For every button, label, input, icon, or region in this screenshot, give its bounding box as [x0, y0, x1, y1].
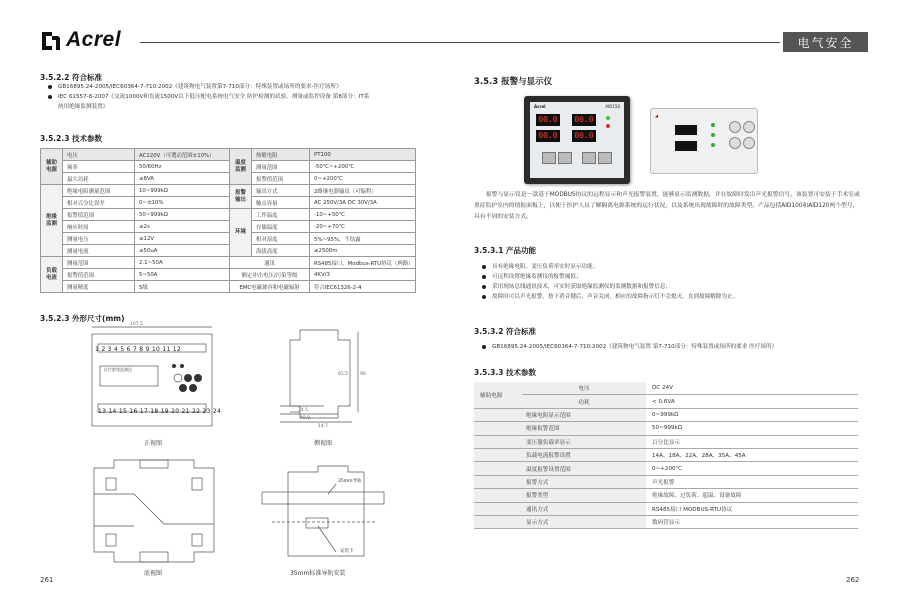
brand-name: Acrel: [66, 28, 122, 51]
brand-logo: [40, 28, 121, 52]
table-row: 辅助电源 电压 AC220V（可選动范围±10%） 温度监测 热敏电阻 PT100: [41, 149, 416, 161]
table-row: 报警值范围 50~999kΩ 环境 工作温度 -10~+50℃: [41, 209, 416, 221]
table-row: 响应时间 ≤2s 存储温度 -20~+70℃: [41, 221, 416, 233]
product-photo-aid150: [524, 96, 630, 184]
panel-button: [558, 152, 572, 164]
table-row: 测量电流 ≤50uA 海拔高度 ≤2500m: [41, 245, 416, 257]
standards-list: [48, 82, 443, 112]
table-row: 通讯方式 RS485接口 MODBUS-RTU协议: [474, 502, 858, 515]
rail-label: 35mm导轨: [338, 479, 362, 484]
group-load-current: 负载电流: [41, 257, 63, 293]
list-item: 具有绝缘电阻、变压负荷率实时显示功能；: [482, 262, 862, 272]
caption-side: 侧视图: [314, 440, 333, 447]
heading-3532: 3.5.3.2 符合标准: [474, 327, 537, 336]
list-item: IEC 61557-8-2007《交流1000V和直流1500V以下低压配电系统电气安全 防护检测的试验、测量或监控设备 第8部分：IT系: [48, 92, 443, 102]
right-standards-list: [482, 342, 862, 352]
page-number-right: 262: [846, 576, 860, 584]
display-window: [675, 141, 697, 151]
aux-power-label: 辅助电源: [474, 382, 522, 408]
front-view-drawing: [84, 322, 224, 434]
display-a: 00.0: [536, 114, 560, 126]
table-row: 负载电流 测量范围 2.1~50A 通讯 RS485接口，Modbus-RTU协议（两路）: [41, 257, 416, 269]
group-alarm-output: 报警输出: [230, 185, 252, 209]
display-c: 00.0: [536, 130, 560, 142]
heading-dimensions: 3.5.2.3 外形尺寸(mm): [40, 314, 125, 323]
rail-mount-drawing: [258, 462, 388, 562]
dim-d2: 49.8: [300, 416, 311, 421]
acrel-logo-icon: [40, 30, 62, 50]
group-environment: 环境: [230, 209, 252, 257]
terminal-labels-top: 1 2 3 4 5 6 7 8 9 10 11 12: [95, 346, 182, 353]
table-row: 报警类型 绝缘故障、过负荷、超温、设备故障: [474, 489, 858, 502]
display-b: 00.0: [572, 114, 596, 126]
heading-3523: 3.5.2.3 技术参数: [40, 134, 103, 143]
caption-front: 正视图: [144, 440, 163, 447]
table-row: 绝缘电阻显示范围 0~999kΩ: [474, 408, 858, 421]
panel-button: [729, 137, 741, 149]
status-led-icon: [606, 116, 610, 120]
section-tag: 电气安全: [783, 32, 868, 52]
status-led-icon: [711, 123, 715, 127]
list-item: 统用绝缘监测装置》: [58, 104, 109, 110]
table-row: 最大功耗 ≤8VA 报警值范围 0~+200℃: [41, 173, 416, 185]
table-row: 变压器负载率显示 百分比显示: [474, 435, 858, 448]
product-photo-aid120: ◢: [650, 108, 758, 174]
list-item: GB16895.24-2005/IEC60364-7-710:2002《建筑物电气装置第7-710部分：特殊装置或场所的要求-医疗场所》: [48, 82, 443, 92]
table-row: 报警方式 声光报警: [474, 475, 858, 488]
panel-button: [542, 152, 556, 164]
table-row: 温度报警设置范围 0~+200℃: [474, 462, 858, 475]
group-temp: 温度监测: [230, 149, 252, 185]
panel-button: [598, 152, 612, 164]
header-rule: [140, 42, 780, 43]
panel-model: AID150: [605, 104, 620, 109]
caption-bottom: 底视图: [144, 570, 163, 577]
heading-353: 3.5.3 报警与显示仪: [474, 77, 553, 87]
dim-width: 107.5: [130, 322, 143, 327]
status-led-icon: [606, 124, 610, 128]
list-item: 采用现场总线通讯技术，可实时获取绝缘监测仪的监测数据和报警信息；: [482, 282, 862, 292]
side-view-drawing: [276, 326, 386, 430]
dim-d1: 34.5: [298, 408, 309, 413]
table-row: 辅助电源 电压 DC 24V: [474, 382, 858, 395]
spec-table: [40, 148, 416, 293]
panel-brand: Acrel: [534, 104, 546, 109]
table-row: 相对百分比误差 0~±10% 触点容量 AC 250V/3A DC 30V/3A: [41, 197, 416, 209]
intro-paragraph: 报警与显示仪是一款基于MODBUS协议的远程显示和声光报警装置，能够显示监测数据，并在故障时发出声光报警信号。该装置可安装于手术室或重症监护室内的情报面板上，以便于医护人员了解隔离电源系统的运行状况，以及系统出现故障时的故障类型。产品包括AID100和AID120两个型号，具有不同的安装方式。: [474, 192, 860, 220]
dim-side-height: 65.5: [338, 372, 349, 377]
panel-button: [743, 137, 755, 149]
panel-button: [582, 152, 596, 164]
heading-3533: 3.5.3.3 技术参数: [474, 368, 537, 377]
display-window: [675, 125, 697, 135]
caption-rail: 35mm标准导轨安装: [290, 570, 346, 577]
group-aux-power: 辅助电源: [41, 149, 63, 185]
table-row: 功耗 < 0.6VA: [474, 395, 858, 408]
panel-button: [743, 121, 755, 133]
group-insulation: 绝缘监测: [41, 185, 63, 257]
panel-button: [729, 121, 741, 133]
page-number-left: 261: [40, 576, 54, 584]
list-item: GB16895.24-2005/IEC60364-7-710:2002《建筑物电气装置 第7-710部分：特殊装置或场所的要求 医疗场所》: [482, 342, 862, 352]
table-row: 报警值范围 5~50A 额定冲击电压/污染等级 4KV/3: [41, 269, 416, 281]
display-d: 00.0: [572, 130, 596, 142]
dim-d3: 14.7: [318, 424, 329, 429]
dim-height: 90: [360, 372, 366, 377]
status-led-icon: [711, 133, 715, 137]
device-label: 医疗绝缘监测仪: [104, 367, 132, 372]
terminal-labels-bottom: 13 14 15 16 17 18 19 20 21 22 23 24: [98, 408, 222, 415]
status-led-icon: [711, 143, 715, 147]
heading-3531: 3.5.3.1 产品功能: [474, 246, 537, 255]
table-row: 绝缘监测 绝缘电阻测量范围 10~999kΩ 报警输出 输出方式 2路继电器输出（可编程）: [41, 185, 416, 197]
alarm-display-spec-table: [474, 382, 858, 529]
list-item: 可远程设置绝缘监测仪的报警阈值；: [482, 272, 862, 282]
table-row: 绝缘报警范围 50~999kΩ: [474, 422, 858, 435]
function-list: [482, 262, 862, 302]
list-item: 故障时可以声光报警，按下消音键后，声音关闭，相应的故障指示灯不会熄灭，直到故障解除为止。: [482, 292, 862, 302]
clip-label: 安装卡: [340, 549, 354, 554]
table-row: 负载电流报警设置 14A、18A、22A、28A、35A、45A: [474, 448, 858, 461]
table-row: 测量电压 ≤12V 相对湿度 5%~95%，不结露: [41, 233, 416, 245]
table-row: 显示方式 数码管显示: [474, 515, 858, 528]
bottom-view-drawing: [86, 456, 222, 566]
table-row: 频率 50/60Hz 测量范围 -50℃~+200℃: [41, 161, 416, 173]
heading-3522: 3.5.2.2 符合标准: [40, 73, 103, 82]
table-row: 测量精度 5级 EMC电磁兼容和电磁辐射 符合IEC61326-2-4: [41, 281, 416, 293]
